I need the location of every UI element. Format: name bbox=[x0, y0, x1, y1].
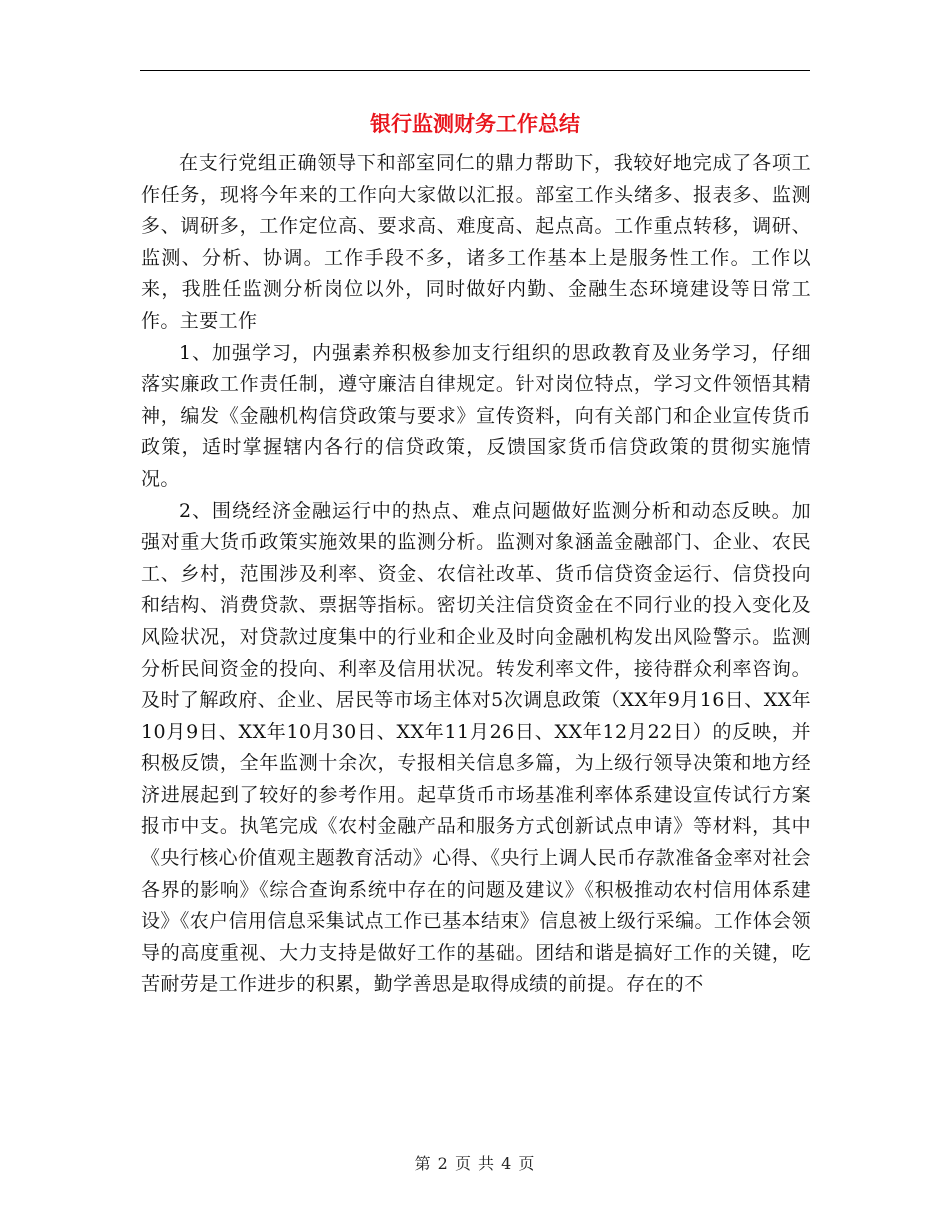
page-number-footer: 第 2 页 共 4 页 bbox=[414, 1154, 536, 1173]
paragraph-item-2: 2、围绕经济金融运行中的热点、难点问题做好监测分析和动态反映。加强对重大货币政策实施效果的监测分析。监测对象涵盖金融部门、企业、农民工、乡村，范围涉及利率、资金、农信社改革、货币信贷资金运行、信贷投向和结构、消费贷款、票据等指标。密切关注信贷资金在不同行业的投入变化及风险状况，对贷款过度集中的行业和企业及时向金融机构发出风险警示。监测分析民间资金的投向、利率及信用状况。转发利率文件，接待群众利率咨询。及时了解政府、企业、居民等市场主体对5次调息政策（XX年9月16日、XX年10月9日、XX年10月30日、XX年11月26日、XX年12月22日）的反映，并积极反馈，全年监测十余次，专报相关信息多篇，为上级行领导决策和地方经济进展起到了较好的参考作用。起草货币市场基准利率体系建设宣传试行方案报市中支。执笔完成《农村金融产品和服务方式创新试点申请》等材料，其中《央行核心价值观主题教育活动》心得、《央行上调人民币存款准备金率对社会各界的影响》《综合查询系统中存在的问题及建议》《积极推动农村信用体系建设》《农户信用信息采集试点工作已基本结束》信息被上级行采编。工作体会领导的高度重视、大力支持是做好工作的基础。团结和谐是搞好工作的关键，吃苦耐劳是工作进步的积累，勤学善思是取得成绩的前提。存在的不 bbox=[141, 499, 811, 996]
paragraph-intro: 在支行党组正确领导下和部室同仁的鼎力帮助下，我较好地完成了各项工作任务，现将今年来的工作向大家做以汇报。部室工作头绪多、报表多、监测多、调研多，工作定位高、要求高、难度高、起点高。工作重点转移，调研、监测、分析、协调。工作手段不多，诸多工作基本上是服务性工作。工作以来，我胜任监测分析岗位以外，同时做好内勤、金融生态环境建设等日常工作。主要工作 bbox=[141, 152, 811, 332]
header-rule bbox=[140, 70, 810, 71]
document-title: 银行监测财务工作总结 bbox=[370, 112, 580, 136]
paragraph-item-1: 1、加强学习，内强素养积极参加支行组织的思政教育及业务学习，仔细落实廉政工作责任制，遵守廉洁自律规定。针对岗位特点，学习文件领悟其精神，编发《金融机构信贷政策与要求》宣传资料，向有关部门和企业宣传货币政策，适时掌握辖内各行的信贷政策，反馈国家货币信贷政策的贯彻实施情况。 bbox=[141, 341, 811, 490]
document-body bbox=[141, 148, 811, 1001]
